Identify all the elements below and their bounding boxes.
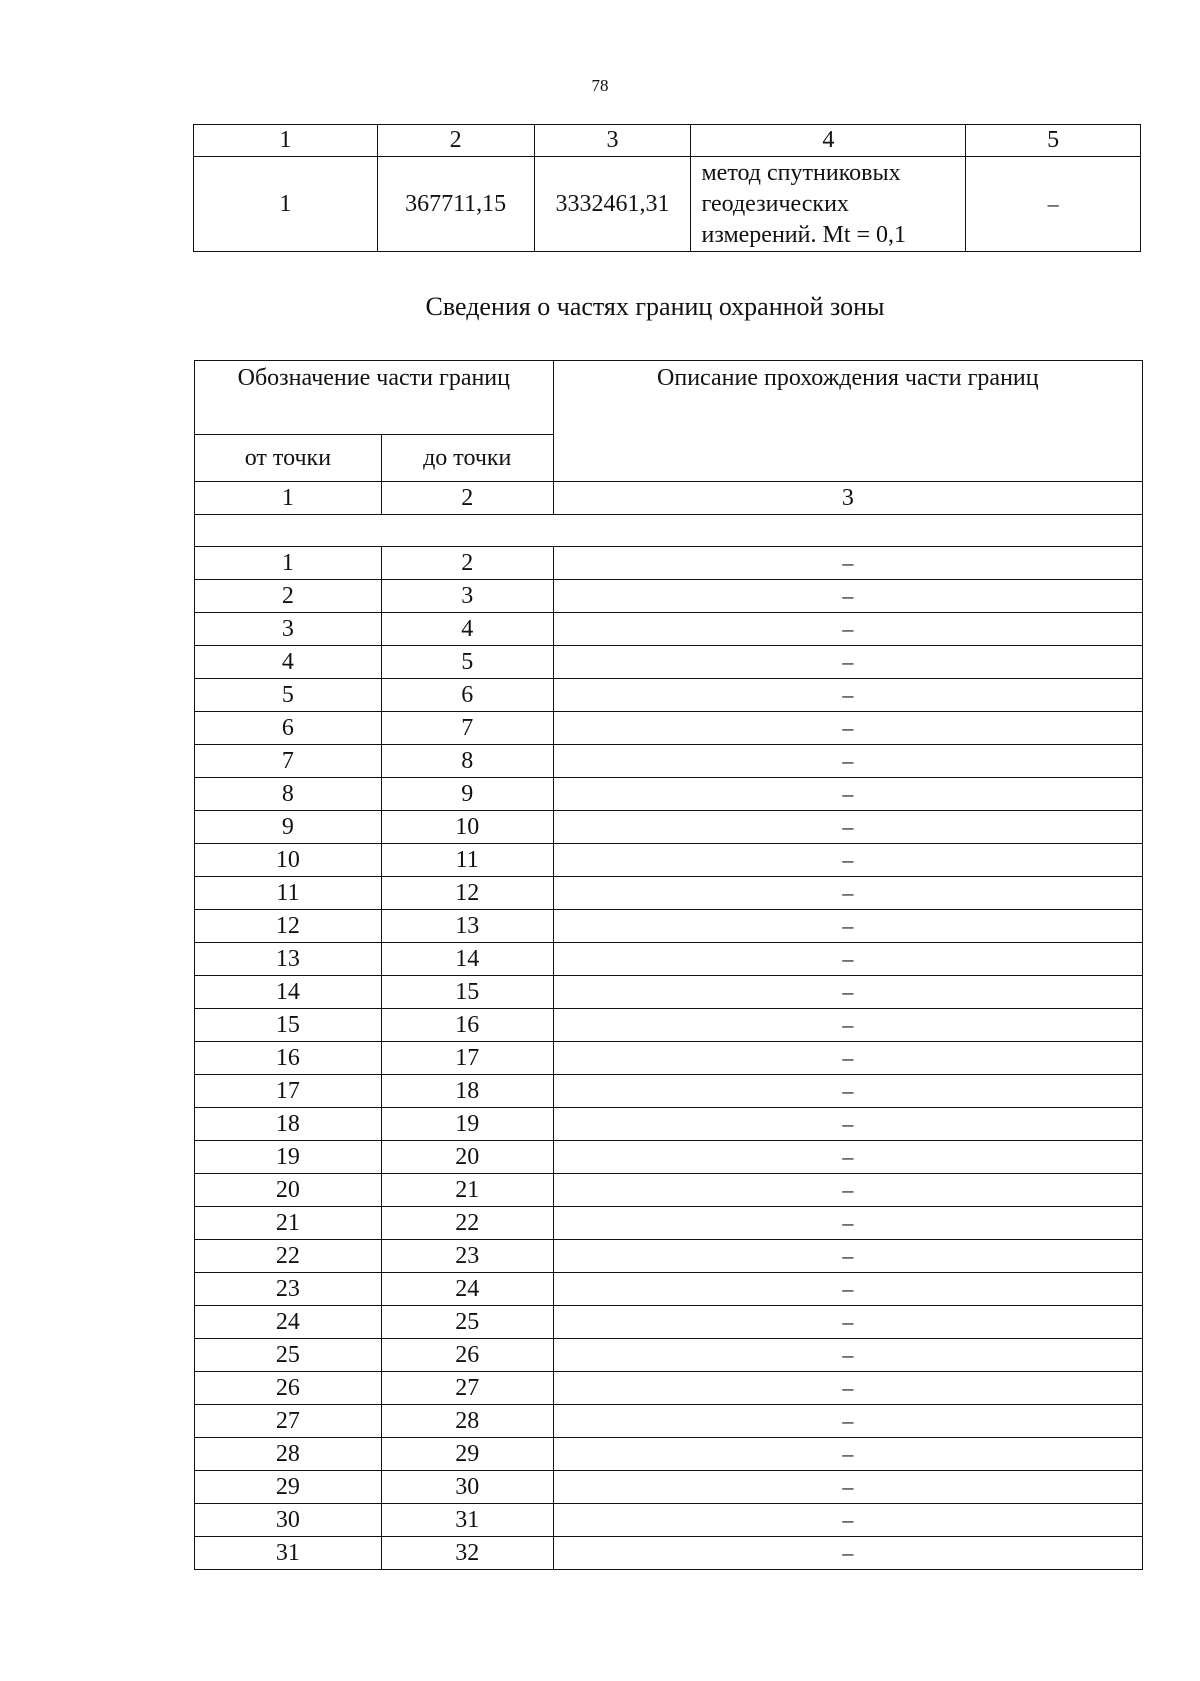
column-number-cell: 2 bbox=[381, 482, 553, 515]
table-row bbox=[195, 1108, 1143, 1141]
description-cell: – bbox=[553, 1009, 1142, 1042]
column-number-cell: 3 bbox=[553, 482, 1142, 515]
to-point-cell: 5 bbox=[381, 646, 553, 679]
coordinates-table bbox=[193, 124, 1141, 252]
from-point-cell: 8 bbox=[195, 778, 382, 811]
description-cell: – bbox=[553, 1075, 1142, 1108]
to-point-cell: 26 bbox=[381, 1339, 553, 1372]
from-point-cell: 20 bbox=[195, 1174, 382, 1207]
from-point-cell: 25 bbox=[195, 1339, 382, 1372]
column-number-cell: 3 bbox=[534, 125, 691, 157]
from-point-cell: 29 bbox=[195, 1471, 382, 1504]
from-point-cell: 2 bbox=[195, 580, 382, 613]
to-point-cell: 2 bbox=[381, 547, 553, 580]
y-coordinate-cell: 3332461,31 bbox=[534, 157, 691, 252]
description-cell: – bbox=[553, 976, 1142, 1009]
from-point-header: от точки bbox=[195, 435, 382, 482]
from-point-cell: 9 bbox=[195, 811, 382, 844]
from-point-cell: 26 bbox=[195, 1372, 382, 1405]
from-point-cell: 31 bbox=[195, 1537, 382, 1570]
description-cell: – bbox=[553, 1042, 1142, 1075]
column-number-cell: 2 bbox=[377, 125, 534, 157]
x-coordinate-cell: 367711,15 bbox=[377, 157, 534, 252]
description-cell: – bbox=[553, 910, 1142, 943]
note-cell: – bbox=[966, 157, 1141, 252]
page-number: 78 bbox=[591, 76, 609, 95]
from-point-cell: 6 bbox=[195, 712, 382, 745]
description-cell: – bbox=[553, 1306, 1142, 1339]
table-row bbox=[195, 976, 1143, 1009]
to-point-cell: 19 bbox=[381, 1108, 553, 1141]
to-point-cell: 30 bbox=[381, 1471, 553, 1504]
to-point-cell: 23 bbox=[381, 1240, 553, 1273]
from-point-cell: 27 bbox=[195, 1405, 382, 1438]
parts-table-body bbox=[195, 547, 1143, 1570]
from-point-cell: 1 bbox=[195, 547, 382, 580]
from-point-cell: 19 bbox=[195, 1141, 382, 1174]
from-point-cell: 3 bbox=[195, 613, 382, 646]
table-row bbox=[195, 1075, 1143, 1108]
table-row bbox=[195, 1240, 1143, 1273]
blank-cell bbox=[195, 515, 1143, 547]
description-cell: – bbox=[553, 811, 1142, 844]
table-row bbox=[195, 811, 1143, 844]
description-cell: – bbox=[553, 1240, 1142, 1273]
table-row bbox=[195, 1009, 1143, 1042]
coordinates-table-row bbox=[194, 157, 1141, 252]
table-row bbox=[195, 844, 1143, 877]
from-point-cell: 28 bbox=[195, 1438, 382, 1471]
description-cell: – bbox=[553, 943, 1142, 976]
method-cell bbox=[691, 157, 966, 252]
table-row bbox=[195, 1306, 1143, 1339]
to-point-cell: 15 bbox=[381, 976, 553, 1009]
boundary-parts-table bbox=[194, 360, 1143, 1570]
table-row bbox=[195, 877, 1143, 910]
to-point-cell: 20 bbox=[381, 1141, 553, 1174]
to-point-cell: 25 bbox=[381, 1306, 553, 1339]
table-row bbox=[195, 547, 1143, 580]
description-cell: – bbox=[553, 877, 1142, 910]
table-row bbox=[195, 1207, 1143, 1240]
from-point-cell: 16 bbox=[195, 1042, 382, 1075]
to-point-cell: 21 bbox=[381, 1174, 553, 1207]
to-point-cell: 24 bbox=[381, 1273, 553, 1306]
description-cell: – bbox=[553, 646, 1142, 679]
table-row bbox=[195, 943, 1143, 976]
to-point-cell: 8 bbox=[381, 745, 553, 778]
description-cell: – bbox=[553, 712, 1142, 745]
table-row bbox=[195, 1273, 1143, 1306]
from-point-cell: 5 bbox=[195, 679, 382, 712]
parts-header-row bbox=[195, 361, 1143, 435]
description-cell: – bbox=[553, 1339, 1142, 1372]
table-row bbox=[195, 1471, 1143, 1504]
description-cell: – bbox=[553, 679, 1142, 712]
to-point-cell: 18 bbox=[381, 1075, 553, 1108]
from-point-cell: 30 bbox=[195, 1504, 382, 1537]
column-number-cell: 5 bbox=[966, 125, 1141, 157]
table-row bbox=[195, 1504, 1143, 1537]
from-point-cell: 21 bbox=[195, 1207, 382, 1240]
to-point-cell: 17 bbox=[381, 1042, 553, 1075]
to-point-cell: 7 bbox=[381, 712, 553, 745]
to-point-cell: 13 bbox=[381, 910, 553, 943]
table-row bbox=[195, 745, 1143, 778]
to-point-cell: 6 bbox=[381, 679, 553, 712]
description-cell: – bbox=[553, 1537, 1142, 1570]
description-cell: – bbox=[553, 1108, 1142, 1141]
table-row bbox=[195, 712, 1143, 745]
point-number-cell: 1 bbox=[194, 157, 378, 252]
from-point-cell: 23 bbox=[195, 1273, 382, 1306]
to-point-cell: 29 bbox=[381, 1438, 553, 1471]
table-row bbox=[195, 778, 1143, 811]
parts-blank-row bbox=[195, 515, 1143, 547]
from-point-cell: 10 bbox=[195, 844, 382, 877]
to-point-cell: 27 bbox=[381, 1372, 553, 1405]
to-point-cell: 12 bbox=[381, 877, 553, 910]
designation-header: Обозначение части границ bbox=[195, 361, 554, 435]
from-point-cell: 14 bbox=[195, 976, 382, 1009]
description-cell: – bbox=[553, 1438, 1142, 1471]
from-point-cell: 13 bbox=[195, 943, 382, 976]
from-point-cell: 18 bbox=[195, 1108, 382, 1141]
to-point-cell: 31 bbox=[381, 1504, 553, 1537]
table-row bbox=[195, 1174, 1143, 1207]
table-row bbox=[195, 679, 1143, 712]
column-number-cell: 4 bbox=[691, 125, 966, 157]
to-point-cell: 9 bbox=[381, 778, 553, 811]
table-row bbox=[195, 910, 1143, 943]
table-row bbox=[195, 613, 1143, 646]
description-cell: – bbox=[553, 580, 1142, 613]
to-point-cell: 11 bbox=[381, 844, 553, 877]
to-point-cell: 3 bbox=[381, 580, 553, 613]
to-point-header: до точки bbox=[381, 435, 553, 482]
parts-column-numbers-row bbox=[195, 482, 1143, 515]
table-row bbox=[195, 1141, 1143, 1174]
table-row bbox=[195, 580, 1143, 613]
table-row bbox=[195, 646, 1143, 679]
to-point-cell: 16 bbox=[381, 1009, 553, 1042]
description-cell: – bbox=[553, 1372, 1142, 1405]
section-title: Сведения о частях границ охранной зоны bbox=[425, 292, 885, 321]
table-row bbox=[195, 1537, 1143, 1570]
coordinates-table-header-row bbox=[194, 125, 1141, 157]
to-point-cell: 32 bbox=[381, 1537, 553, 1570]
description-header: Описание прохождения части границ bbox=[553, 361, 1142, 482]
table-row bbox=[195, 1405, 1143, 1438]
description-cell: – bbox=[553, 1174, 1142, 1207]
table-row bbox=[195, 1438, 1143, 1471]
table-row bbox=[195, 1372, 1143, 1405]
method-line: геодезических bbox=[701, 190, 849, 217]
description-cell: – bbox=[553, 1141, 1142, 1174]
description-cell: – bbox=[553, 613, 1142, 646]
to-point-cell: 10 bbox=[381, 811, 553, 844]
from-point-cell: 17 bbox=[195, 1075, 382, 1108]
description-cell: – bbox=[553, 745, 1142, 778]
description-cell: – bbox=[553, 844, 1142, 877]
description-cell: – bbox=[553, 1207, 1142, 1240]
from-point-cell: 15 bbox=[195, 1009, 382, 1042]
method-line: измерений. Mt = 0,1 bbox=[701, 221, 907, 248]
from-point-cell: 24 bbox=[195, 1306, 382, 1339]
description-cell: – bbox=[553, 547, 1142, 580]
column-number-cell: 1 bbox=[194, 125, 378, 157]
description-cell: – bbox=[553, 1504, 1142, 1537]
description-cell: – bbox=[553, 1471, 1142, 1504]
table-row bbox=[195, 1339, 1143, 1372]
column-number-cell: 1 bbox=[195, 482, 382, 515]
from-point-cell: 7 bbox=[195, 745, 382, 778]
to-point-cell: 14 bbox=[381, 943, 553, 976]
to-point-cell: 4 bbox=[381, 613, 553, 646]
from-point-cell: 4 bbox=[195, 646, 382, 679]
method-line: метод спутниковых bbox=[701, 159, 901, 186]
from-point-cell: 22 bbox=[195, 1240, 382, 1273]
description-cell: – bbox=[553, 778, 1142, 811]
to-point-cell: 28 bbox=[381, 1405, 553, 1438]
description-cell: – bbox=[553, 1273, 1142, 1306]
description-cell: – bbox=[553, 1405, 1142, 1438]
table-row bbox=[195, 1042, 1143, 1075]
from-point-cell: 11 bbox=[195, 877, 382, 910]
from-point-cell: 12 bbox=[195, 910, 382, 943]
to-point-cell: 22 bbox=[381, 1207, 553, 1240]
